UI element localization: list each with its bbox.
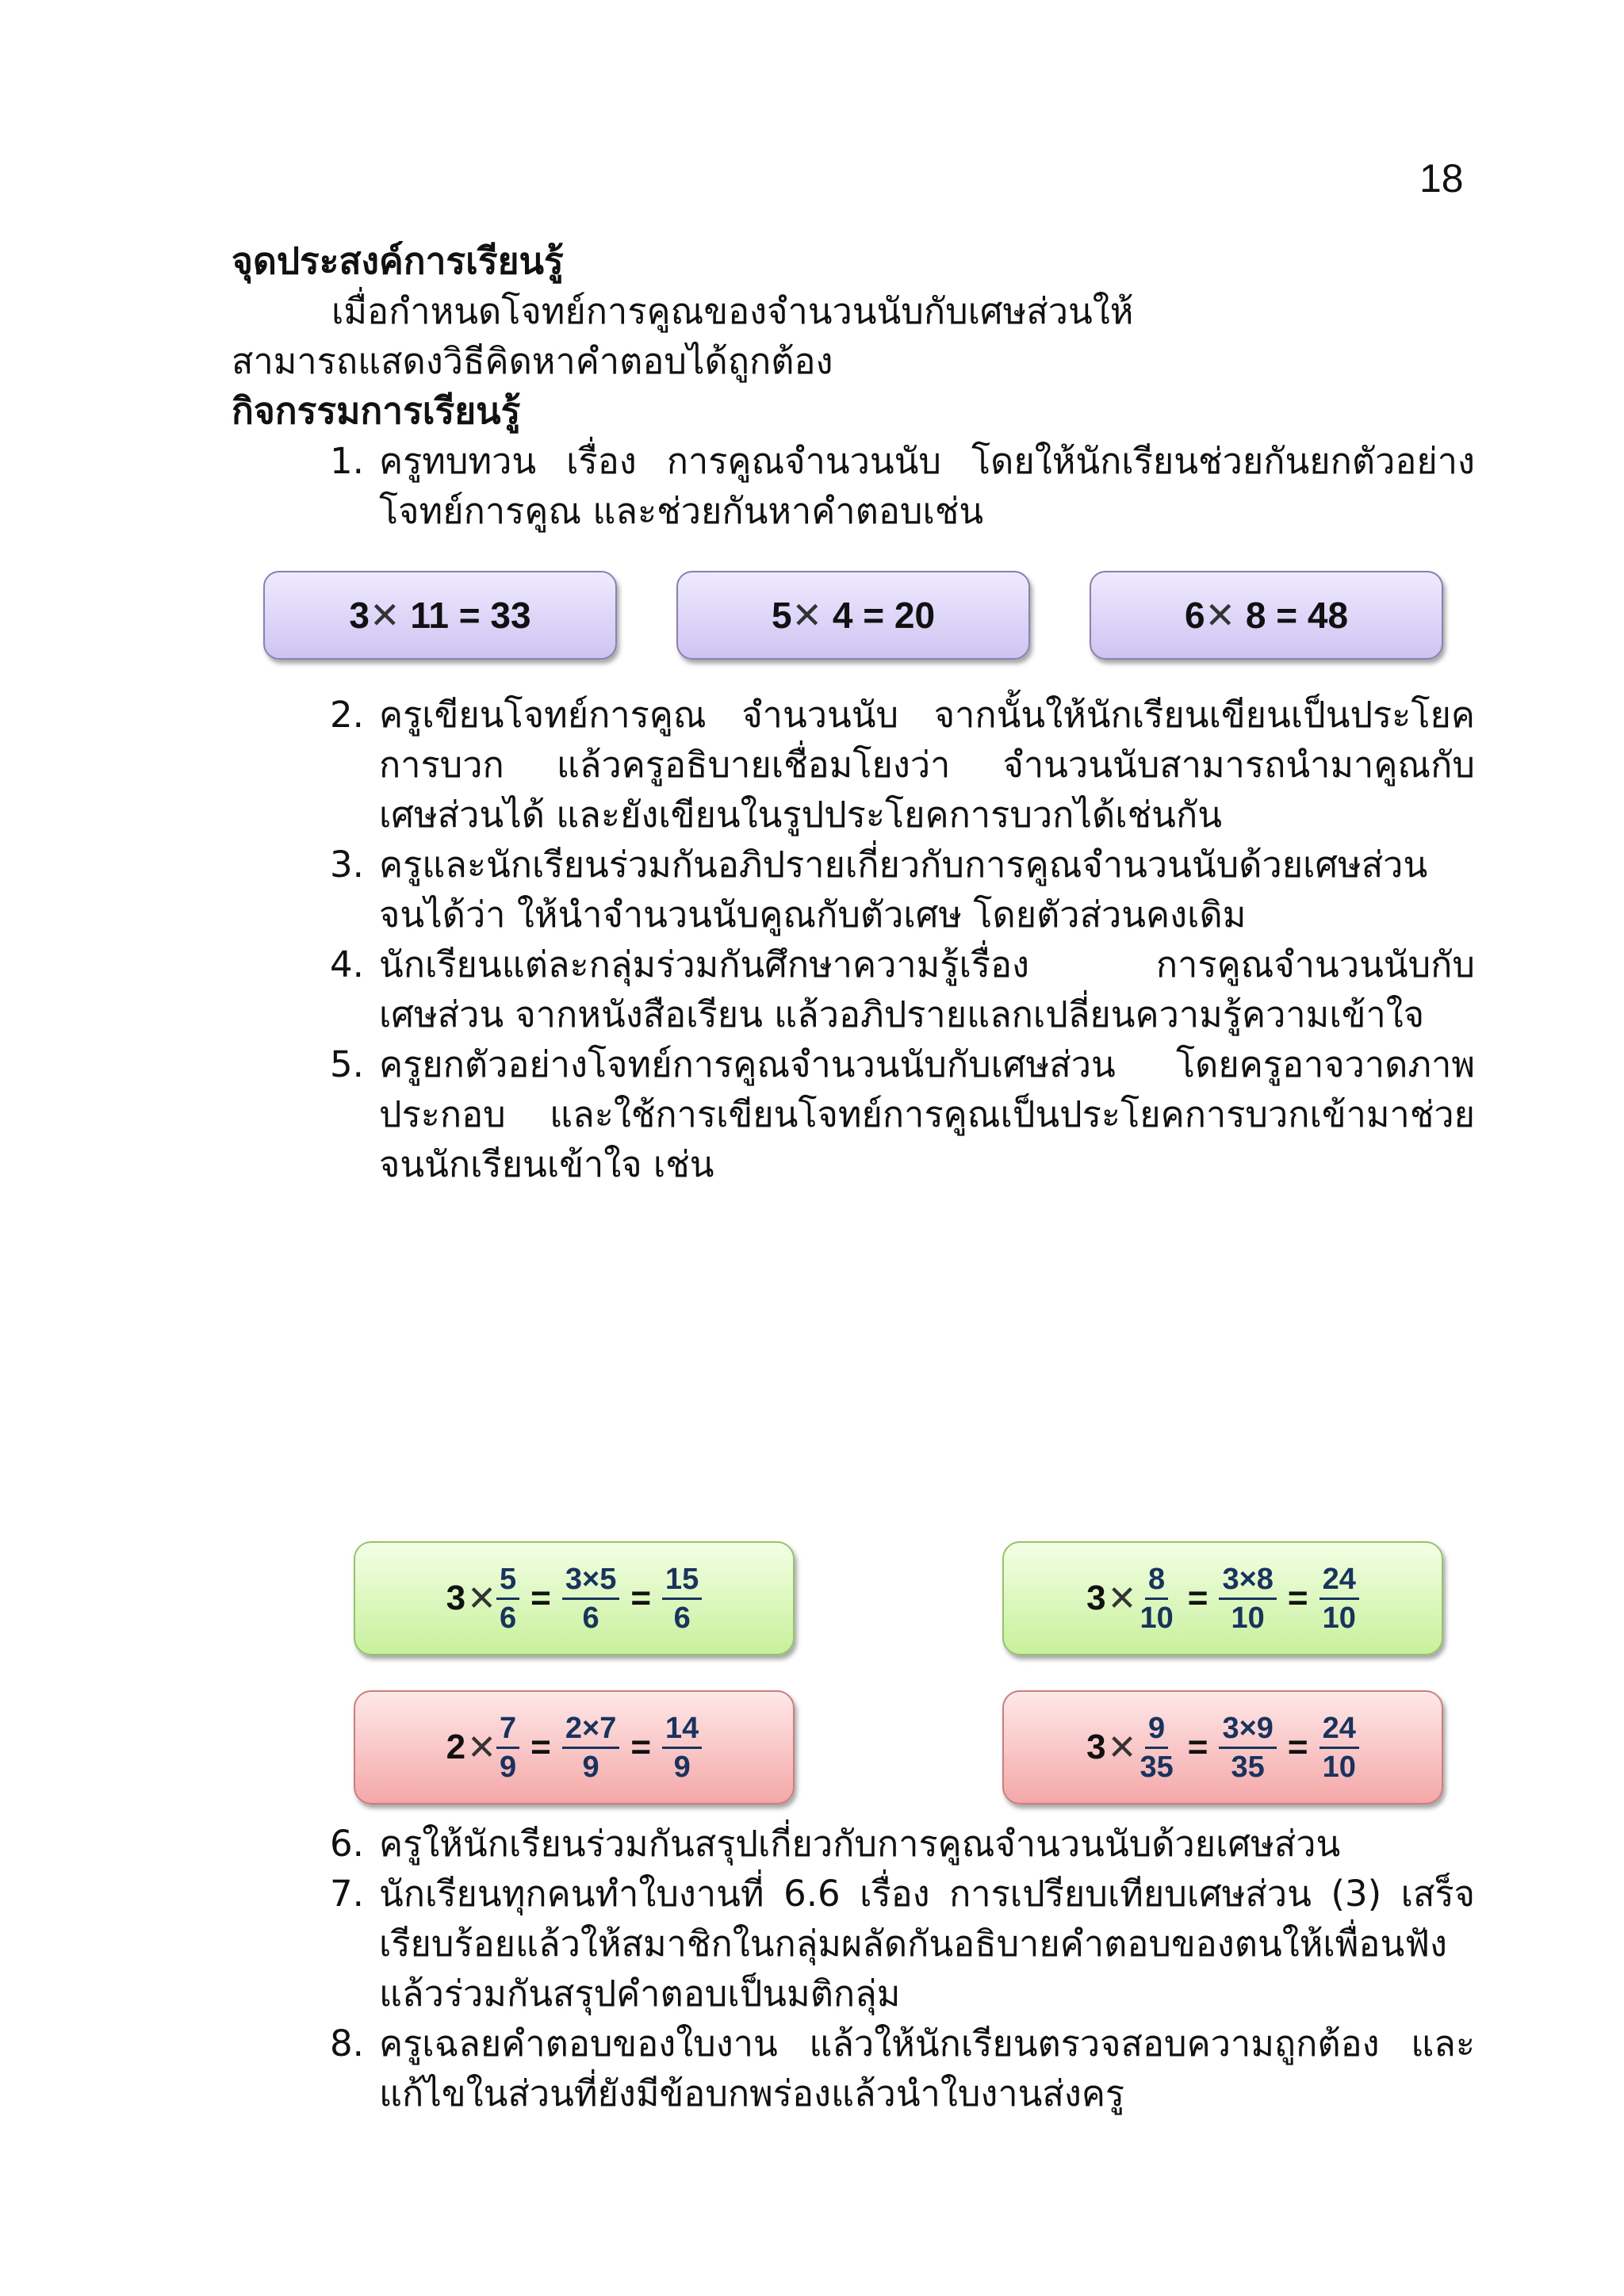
equals-sign: = bbox=[1187, 1728, 1208, 1766]
activity-item-2 bbox=[232, 690, 1475, 840]
closing-content bbox=[232, 1819, 1475, 2118]
item-text: ครูเฉลยคำตอบของใบงาน แล้วให้นักเรียนตรวจสอบความถูกต้อง และแก้ไขในส่วนที่ยังมีข้อบกพร่องแล้วนำใบงานส่งครู bbox=[379, 2022, 1475, 2114]
equals-sign: = bbox=[1287, 1728, 1308, 1766]
denominator: 6 bbox=[582, 1601, 599, 1635]
equals-sign: = bbox=[530, 1578, 551, 1617]
denominator: 9 bbox=[500, 1750, 517, 1784]
activity-item-4 bbox=[232, 939, 1475, 1039]
item-number: 1. bbox=[330, 440, 364, 482]
numerator: 7 bbox=[496, 1710, 519, 1749]
activity-item-6 bbox=[232, 1819, 1475, 1869]
whole-number: 3 bbox=[1086, 1578, 1106, 1617]
fraction bbox=[662, 1710, 702, 1785]
numerator: 9 bbox=[1145, 1710, 1168, 1749]
multiplication-example-box bbox=[676, 571, 1030, 660]
denominator: 6 bbox=[673, 1601, 691, 1635]
numerator: 5 bbox=[496, 1561, 519, 1600]
factor-b: 8 bbox=[1245, 594, 1266, 636]
activity-item-8 bbox=[232, 2019, 1475, 2118]
times-symbol: ✕ bbox=[1107, 1578, 1137, 1618]
fraction bbox=[1136, 1710, 1176, 1785]
equals-sign: = bbox=[630, 1578, 652, 1617]
item-text: นักเรียนแต่ละกลุ่มร่วมกันศึกษาความรู้เรื่อง การคูณจำนวนนับกับเศษส่วน จากหนังสือเรียน แล้วอภิปรายแลกเปลี่ยนความรู้ความเข้าใจ bbox=[379, 943, 1475, 1035]
objectives-line-1: เมื่อกำหนดโจทย์การคูณของจำนวนนับกับเศษส่วนให้ bbox=[331, 290, 1134, 332]
multiplication-examples bbox=[232, 571, 1475, 660]
fraction bbox=[1320, 1710, 1359, 1785]
equals-sign: = bbox=[1187, 1578, 1208, 1617]
numerator: 3×8 bbox=[1219, 1561, 1276, 1600]
fraction bbox=[1219, 1561, 1276, 1636]
equals-sign: = bbox=[630, 1728, 652, 1766]
fraction bbox=[562, 1710, 619, 1785]
item-number: 7. bbox=[330, 1873, 364, 1915]
item-text: ครูให้นักเรียนร่วมกันสรุปเกี่ยวกับการคูณจำนวนนับด้วยเศษส่วน bbox=[379, 1823, 1341, 1865]
product: 20 bbox=[894, 594, 936, 636]
item-number: 8. bbox=[330, 2022, 364, 2064]
numerator: 3×5 bbox=[562, 1561, 619, 1600]
equals-sign: = bbox=[458, 594, 481, 636]
activity-item-3 bbox=[232, 840, 1475, 939]
numerator: 24 bbox=[1320, 1561, 1359, 1600]
denominator: 9 bbox=[673, 1750, 691, 1784]
numerator: 3×9 bbox=[1219, 1710, 1276, 1749]
fraction bbox=[1320, 1561, 1359, 1636]
multiplication-example-box bbox=[263, 571, 617, 660]
objectives-text bbox=[232, 286, 1475, 386]
item-text: ครูเขียนโจทย์การคูณ จำนวนนับ จากนั้นให้นักเรียนเขียนเป็นประโยคการบวก แล้วครูอธิบายเชื่อมโยงว่า จำนวนนับสามารถนำมาคูณกับเศษส่วนได้ และยังเขียนในรูปประโยคการบวกได้เช่นกัน bbox=[379, 694, 1475, 836]
item-number: 2. bbox=[330, 694, 364, 736]
times-symbol: ✕ bbox=[1205, 594, 1236, 636]
denominator: 10 bbox=[1231, 1601, 1265, 1635]
whole-number: 3 bbox=[446, 1578, 466, 1617]
fraction-examples bbox=[354, 1541, 1443, 1811]
activities-heading: กิจกรรมการเรียนรู้ bbox=[232, 389, 521, 432]
numerator: 8 bbox=[1145, 1561, 1168, 1600]
page-number: 18 bbox=[1419, 156, 1464, 201]
numerator: 14 bbox=[662, 1710, 702, 1749]
times-symbol: ✕ bbox=[467, 1578, 497, 1618]
numerator: 24 bbox=[1320, 1710, 1359, 1749]
denominator: 10 bbox=[1322, 1601, 1356, 1635]
fraction bbox=[1136, 1561, 1176, 1636]
item-number: 3. bbox=[330, 844, 364, 886]
factor-b: 4 bbox=[832, 594, 853, 636]
product: 48 bbox=[1307, 594, 1349, 636]
whole-number: 2 bbox=[446, 1728, 466, 1766]
item-text: ครูยกตัวอย่างโจทย์การคูณจำนวนนับกับเศษส่วน โดยครูอาจวาดภาพประกอบ และใช้การเขียนโจทย์การคูณเป็นประโยคการบวกเข้ามาช่วย จนนักเรียนเข้าใจ เช่น bbox=[379, 1043, 1475, 1185]
activity-item-1 bbox=[232, 436, 1475, 536]
fraction-example-box bbox=[354, 1541, 795, 1655]
factor-b: 11 bbox=[410, 594, 449, 636]
equals-sign: = bbox=[1276, 594, 1298, 636]
numerator: 15 bbox=[662, 1561, 702, 1600]
denominator: 10 bbox=[1139, 1601, 1174, 1635]
denominator: 9 bbox=[582, 1750, 599, 1784]
item-number: 5. bbox=[330, 1043, 364, 1085]
equals-sign: = bbox=[863, 594, 885, 636]
denominator: 35 bbox=[1231, 1750, 1265, 1784]
times-symbol: ✕ bbox=[791, 594, 823, 636]
denominator: 6 bbox=[500, 1601, 517, 1635]
objectives-line-2: สามารถแสดงวิธีคิดหาคำตอบได้ถูกต้อง bbox=[232, 340, 833, 382]
item-number: 6. bbox=[330, 1823, 364, 1865]
fraction bbox=[562, 1561, 619, 1636]
product: 33 bbox=[490, 594, 531, 636]
whole-number: 3 bbox=[1086, 1728, 1106, 1766]
times-symbol: ✕ bbox=[1107, 1728, 1137, 1767]
objectives-heading: จุดประสงค์การเรียนรู้ bbox=[232, 239, 564, 282]
activity-item-5 bbox=[232, 1039, 1475, 1189]
multiplication-example-box bbox=[1090, 571, 1443, 660]
times-symbol: ✕ bbox=[370, 594, 400, 636]
fraction bbox=[496, 1561, 519, 1636]
fraction bbox=[1219, 1710, 1276, 1785]
activity-item-7 bbox=[232, 1869, 1475, 2019]
main-content bbox=[232, 236, 1475, 1189]
item-number: 4. bbox=[330, 943, 364, 985]
item-text: นักเรียนทุกคนทำใบงานที่ 6.6 เรื่อง การเปรียบเทียบเศษส่วน (3) เสร็จเรียบร้อยแล้วให้สมาชิกในกลุ่มผลัดกันอธิบายคำตอบของตนให้เพื่อนฟัง แล้วร่วมกันสรุปคำตอบเป็นมติกลุ่ม bbox=[379, 1873, 1475, 2015]
equals-sign: = bbox=[1287, 1578, 1308, 1617]
factor-a: 6 bbox=[1184, 594, 1205, 636]
fraction bbox=[496, 1710, 519, 1785]
item-text: ครูและนักเรียนร่วมกันอภิปรายเกี่ยวกับการคูณจำนวนนับด้วยเศษส่วน จนได้ว่า ให้นำจำนวนนับคูณกับตัวเศษ โดยตัวส่วนคงเดิม bbox=[379, 844, 1428, 936]
denominator: 10 bbox=[1322, 1750, 1356, 1784]
item-text: ครูทบทวน เรื่อง การคูณจำนวนนับ โดยให้นักเรียนช่วยกันยกตัวอย่างโจทย์การคูณ และช่วยกันหาคำตอบเช่น bbox=[379, 440, 1475, 532]
equals-sign: = bbox=[530, 1728, 551, 1766]
fraction-example-box bbox=[1002, 1541, 1443, 1655]
numerator: 2×7 bbox=[562, 1710, 619, 1749]
fraction-example-box bbox=[1002, 1690, 1443, 1804]
times-symbol: ✕ bbox=[467, 1728, 497, 1767]
fraction bbox=[662, 1561, 702, 1636]
factor-a: 5 bbox=[771, 594, 792, 636]
fraction-example-box bbox=[354, 1690, 795, 1804]
denominator: 35 bbox=[1139, 1750, 1174, 1784]
factor-a: 3 bbox=[349, 594, 370, 636]
